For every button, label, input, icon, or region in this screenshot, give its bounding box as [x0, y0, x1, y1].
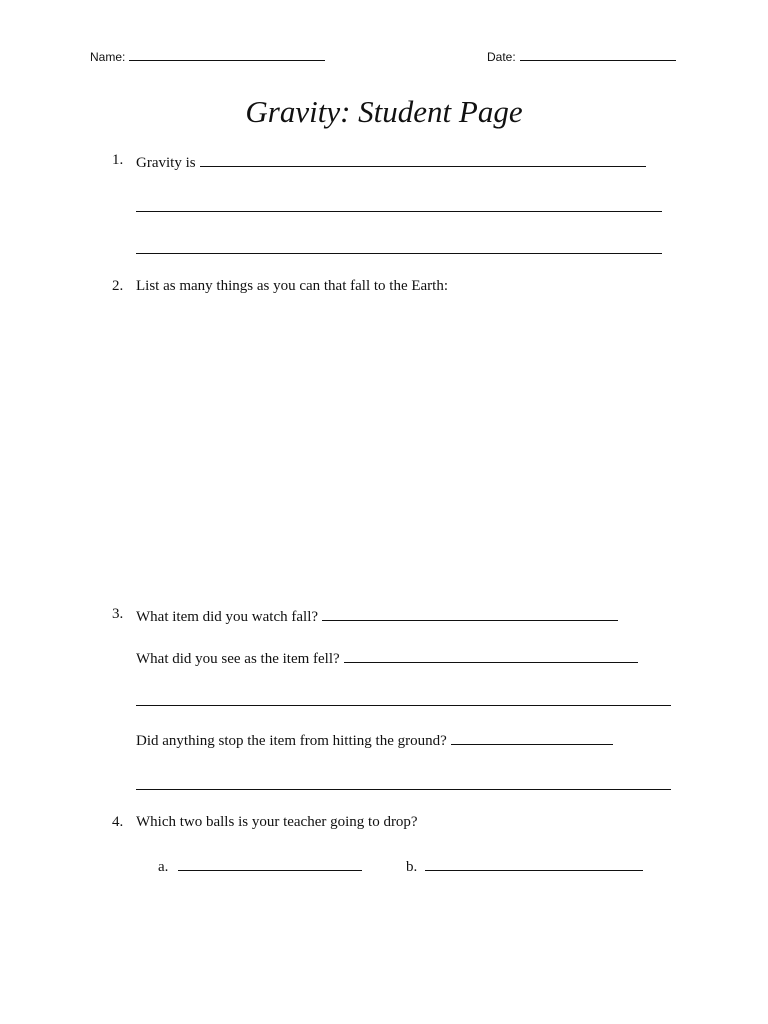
question-number: 3.	[112, 606, 124, 622]
answer-line[interactable]	[136, 705, 671, 706]
question-prompt: List as many things as you can that fall to the Earth:	[136, 278, 449, 294]
question-prompt: Which two balls is your teacher going to drop?	[136, 814, 418, 830]
answer-line[interactable]	[136, 789, 671, 790]
option-label: b.	[406, 859, 418, 875]
answer-line[interactable]	[136, 253, 662, 254]
question-number: 1.	[112, 152, 124, 168]
sub-question-line	[136, 648, 638, 668]
sub-question-line	[136, 730, 613, 750]
answer-blank[interactable]	[425, 856, 643, 871]
sub-question-prompt: What did you see as the item fell?	[136, 651, 340, 667]
name-field	[90, 48, 325, 64]
page-title: Gravity: Student Page	[245, 94, 523, 129]
sub-question-prompt: Did anything stop the item from hitting the ground?	[136, 733, 447, 749]
question-1-line	[136, 152, 646, 172]
question-number: 4.	[112, 814, 124, 830]
answer-blank[interactable]	[322, 606, 618, 621]
question-prompt: What item did you watch fall?	[136, 609, 319, 625]
option-a	[158, 856, 362, 876]
name-blank[interactable]	[129, 48, 325, 61]
answer-blank[interactable]	[344, 648, 638, 663]
answer-blank[interactable]	[178, 856, 362, 871]
date-blank[interactable]	[520, 48, 676, 61]
answer-blank[interactable]	[200, 152, 646, 167]
option-b	[406, 856, 643, 876]
question-prompt: Gravity is	[136, 155, 196, 171]
date-label: Date:	[487, 50, 516, 64]
question-number: 2.	[112, 278, 124, 294]
name-label: Name:	[90, 50, 126, 64]
answer-blank[interactable]	[451, 730, 613, 745]
answer-line[interactable]	[136, 211, 662, 212]
question-3-line	[136, 606, 618, 626]
option-label: a.	[158, 859, 169, 875]
date-field	[487, 48, 676, 64]
